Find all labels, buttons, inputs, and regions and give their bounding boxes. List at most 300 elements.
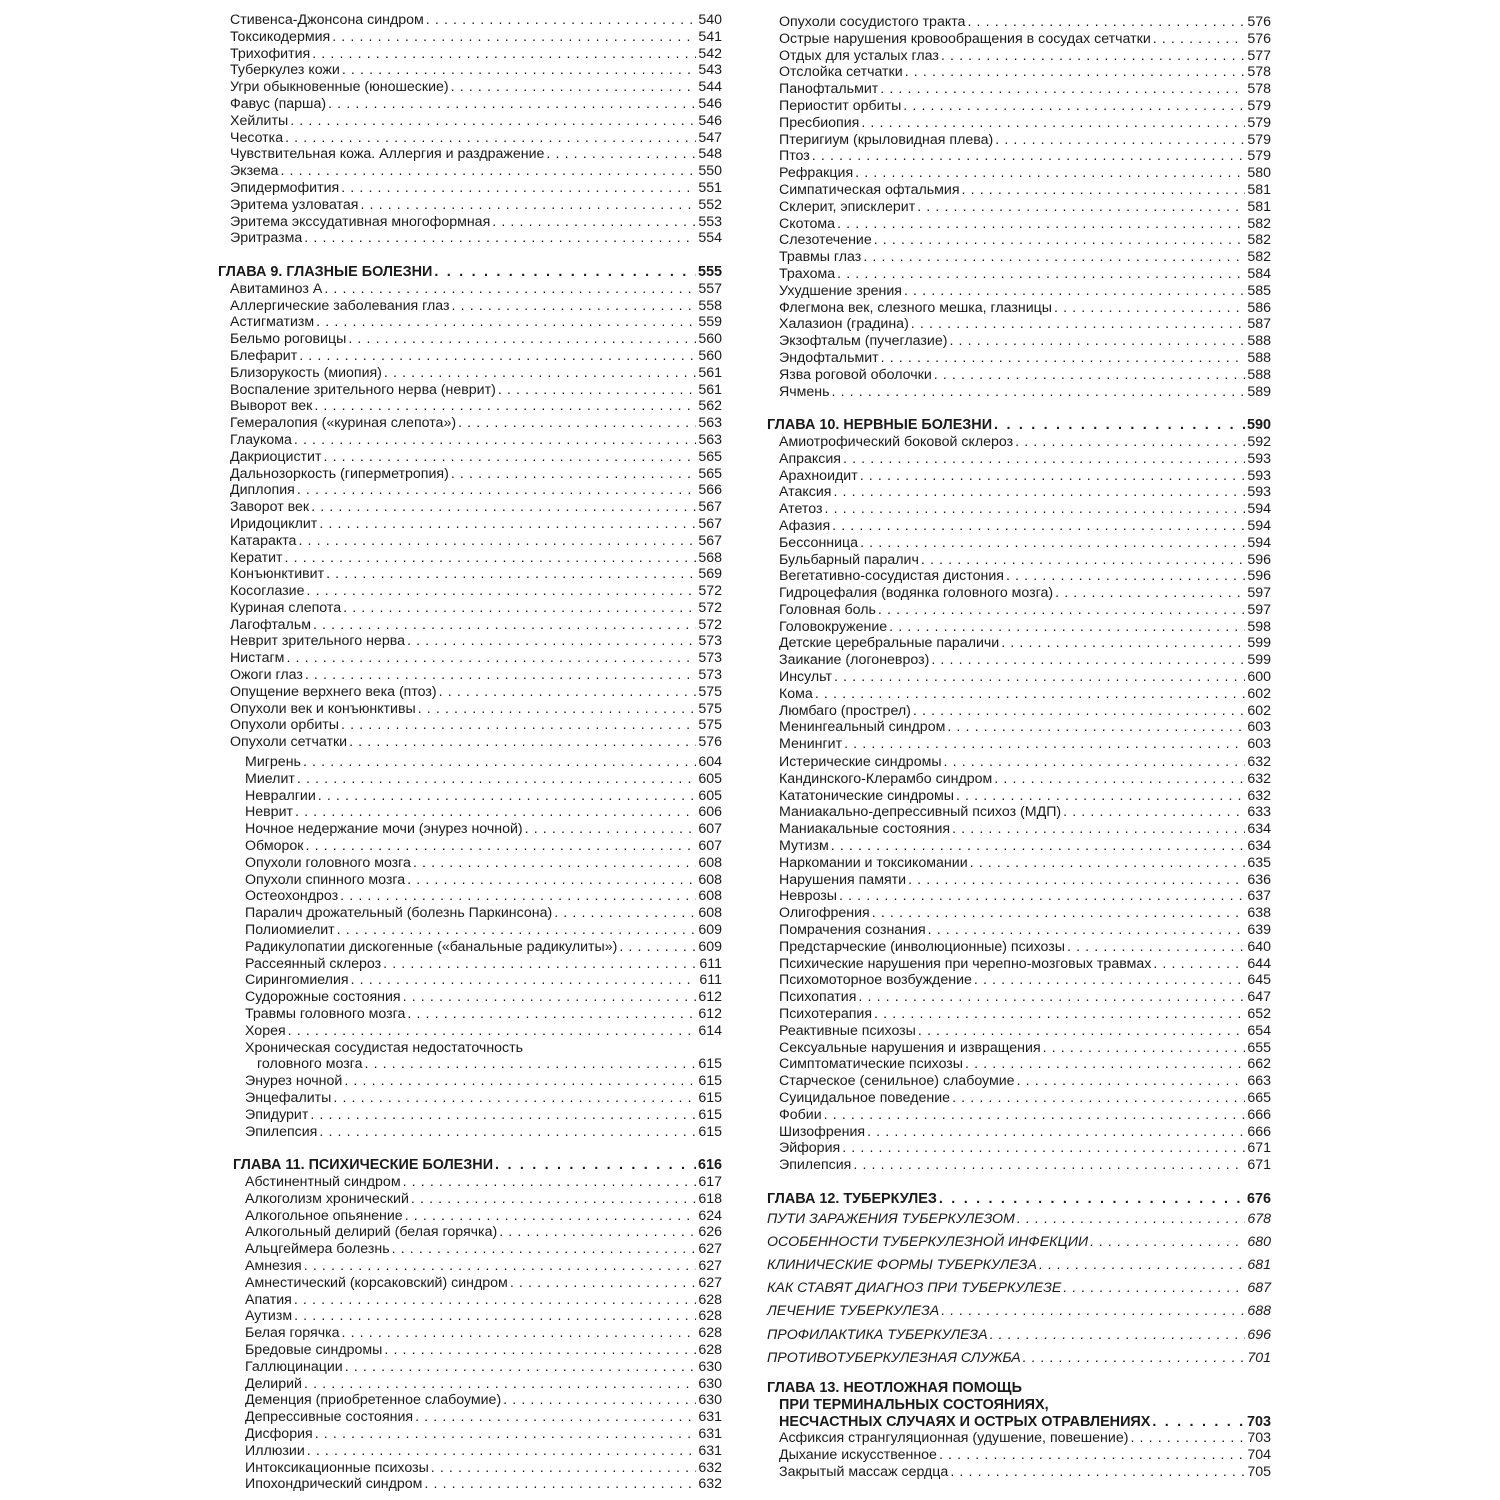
entry-title: Абстинентный синдром: [245, 1173, 401, 1190]
toc-entry: [218, 855, 722, 872]
toc-entry: [767, 199, 1271, 216]
dot-leader: [832, 518, 1245, 535]
dot-leader: [952, 821, 1245, 838]
dot-leader: [458, 415, 696, 432]
section-entry: [767, 1254, 1271, 1277]
toc-entry: [218, 754, 722, 771]
entry-title: Апраксия: [779, 450, 841, 467]
dot-leader: [345, 1359, 697, 1376]
dot-leader: [349, 734, 696, 751]
page-number: 589: [1247, 383, 1271, 400]
toc-entry: [218, 1023, 722, 1040]
page-number: 600: [1247, 669, 1271, 686]
page-number: 615: [698, 1123, 722, 1140]
entry-title: Птоз: [779, 148, 810, 165]
entry-title: Эпидермофития: [230, 179, 340, 196]
page-number: 634: [1247, 821, 1271, 838]
page-number: 603: [1247, 719, 1271, 736]
entry-title: Панофтальмит: [779, 81, 879, 98]
dot-leader: [341, 717, 696, 734]
toc-entry: [767, 585, 1271, 602]
page-number: 580: [1247, 165, 1271, 182]
entry-title: Делирий: [245, 1375, 302, 1392]
entry-title: Судорожные состояния: [245, 989, 401, 1006]
page-number: 582: [1247, 215, 1271, 232]
entry-title: Экзофтальм (пучеглазие): [779, 333, 948, 350]
page-number: 632: [1247, 787, 1271, 804]
toc-entry: [767, 821, 1271, 838]
dot-leader: [962, 182, 1246, 199]
dot-leader: [384, 365, 696, 382]
dot-leader: [874, 232, 1246, 249]
toc-entry: [767, 939, 1271, 956]
dot-leader: [294, 1308, 696, 1325]
entry-title: Опухоли век и конъюнктивы: [230, 700, 416, 717]
entry-title: Дакриоцистит: [230, 448, 322, 465]
dot-leader: [928, 922, 1246, 939]
entry-title: Ячмень: [779, 383, 830, 400]
page-number: 598: [1247, 618, 1271, 635]
dot-leader: [974, 972, 1245, 989]
toc-entry: [218, 734, 722, 751]
entry-title: Катаракта: [230, 532, 297, 549]
dot-leader: [855, 165, 1245, 182]
toc-entry: [218, 499, 722, 516]
entry-title: Склерит, эписклерит: [779, 198, 916, 215]
dot-leader: [348, 331, 696, 348]
entry-title: Выворот век: [230, 398, 313, 415]
dot-leader: [451, 79, 697, 96]
entry-title: Халазион (градина): [779, 316, 909, 333]
entry-title: Обморок: [245, 838, 304, 855]
eye-list-continued: [767, 14, 1271, 400]
dot-leader: [498, 382, 697, 399]
dot-leader: [831, 838, 1246, 855]
page-number: 566: [698, 482, 722, 499]
page-number: 542: [698, 45, 722, 62]
toc-entry: [767, 31, 1271, 48]
toc-entry: [218, 1342, 722, 1359]
toc-entry: [767, 1073, 1271, 1090]
page-number: 609: [698, 938, 722, 955]
dot-leader: [905, 64, 1246, 81]
page-number: 562: [698, 398, 722, 415]
toc-entry: [218, 1208, 722, 1225]
entry-title: Рефракция: [779, 165, 854, 182]
entry-title: Трихофития: [230, 45, 311, 62]
page-number: 592: [1247, 433, 1271, 450]
entry-title: Менингит: [779, 736, 843, 753]
page-number: 687: [1247, 1280, 1271, 1297]
page-number: 575: [698, 717, 722, 734]
entry-title: Алкоголизм хронический: [245, 1190, 409, 1207]
entry-title: Инсульт: [779, 669, 832, 686]
chapter-11-heading: ГЛАВА 11. ПСИХИЧЕСКИЕ БОЛЕЗНИ . . . 616: [218, 1157, 722, 1174]
entry-title: Паралич дрожательный (болезнь Паркинсона): [245, 905, 553, 922]
page-number: 597: [1247, 601, 1271, 618]
entry-title: Нарушения памяти: [779, 871, 907, 888]
entry-title: Белая горячка: [245, 1325, 340, 1342]
toc-entry: [218, 449, 722, 466]
page-number: 624: [698, 1207, 722, 1224]
entry-title: Бессонница: [779, 534, 859, 551]
page-number: 588: [1247, 349, 1271, 366]
entry-title: ЛЕЧЕНИЕ ТУБЕРКУЛЕЗА: [767, 1303, 940, 1320]
toc-entry: [218, 365, 722, 382]
page-number: 703: [1247, 1430, 1271, 1447]
toc-entry: [767, 1023, 1271, 1040]
dot-leader: [944, 754, 1246, 771]
toc-entry: [767, 1430, 1271, 1447]
entry-title: Психопатия: [779, 989, 857, 1006]
toc-entry: [218, 398, 722, 415]
entry-title: Гидроцефалия (водянка головного мозга): [779, 585, 1054, 602]
toc-entry: [767, 619, 1271, 636]
toc-entry: [218, 432, 722, 449]
entry-title: Травмы глаз: [779, 249, 862, 266]
toc-entry: [218, 650, 722, 667]
entry-title: Симптоматические психозы: [779, 1056, 964, 1073]
dot-leader: [872, 905, 1246, 922]
dot-leader: [403, 989, 697, 1006]
toc-entry: [767, 316, 1271, 333]
dot-leader: [305, 838, 696, 855]
toc-entry: [218, 1275, 722, 1292]
toc-entry: [767, 669, 1271, 686]
toc-entry: [218, 1006, 722, 1023]
entry-title: Ожоги глаз: [230, 667, 303, 684]
page-number: 573: [698, 667, 722, 684]
toc-entry: [218, 1376, 722, 1393]
toc-entry: [218, 922, 722, 939]
toc-entry: [218, 821, 722, 838]
entry-title: Ипохондрический синдром: [245, 1476, 423, 1493]
dot-leader: [950, 1464, 1245, 1481]
dot-leader: [878, 602, 1245, 619]
toc-entry: [767, 501, 1271, 518]
entry-title: Кататонические синдромы: [779, 787, 954, 804]
page-number: 666: [1247, 1123, 1271, 1140]
entry-title: Астигматизм: [230, 314, 315, 331]
entry-title: Неврит: [245, 804, 293, 821]
dot-leader: [931, 652, 1245, 669]
page-number: 565: [698, 448, 722, 465]
dot-leader: [340, 888, 696, 905]
page-number: 645: [1247, 972, 1271, 989]
dot-leader: [452, 298, 697, 315]
dot-leader: [492, 214, 696, 231]
dot-leader: [280, 163, 696, 180]
toc-entry: [218, 1476, 722, 1493]
page-number: 584: [1247, 265, 1271, 282]
page-number: 704: [1247, 1447, 1271, 1464]
entry-title: ОСОБЕННОСТИ ТУБЕРКУЛЕЗНОЙ ИНФЕКЦИИ: [767, 1233, 1089, 1250]
page-number: 666: [1247, 1106, 1271, 1123]
entry-title: Периостит орбиты: [779, 97, 902, 114]
toc-entry: [218, 989, 722, 1006]
section-entry: [767, 1208, 1271, 1231]
page-number: 608: [698, 905, 722, 922]
toc-entry: [767, 81, 1271, 98]
section-entry: [767, 1277, 1271, 1300]
entry-title: Хорея: [245, 1022, 286, 1039]
toc-entry: [767, 719, 1271, 736]
page-number: 632: [698, 1476, 722, 1493]
dot-leader: [1130, 1430, 1245, 1447]
entry-title: Аутизм: [245, 1308, 293, 1325]
toc-entry: [218, 1460, 722, 1477]
page-number: 671: [1247, 1157, 1271, 1174]
toc-entry: [218, 180, 722, 197]
entry-title: Предстарческие (инволюционные) психозы: [779, 938, 1065, 955]
page-number: 681: [1247, 1256, 1271, 1273]
page-number: 680: [1247, 1233, 1271, 1250]
dot-leader: [833, 484, 1245, 501]
page-number: 573: [698, 633, 722, 650]
entry-title: КАК СТАВЯТ ДИАГНОЗ ПРИ ТУБЕРКУЛЕЗЕ: [767, 1280, 1062, 1297]
toc-entry: [767, 1140, 1271, 1157]
page-number: 597: [1247, 585, 1271, 602]
page-number: 615: [698, 1090, 722, 1106]
dot-leader: [860, 535, 1245, 552]
dot-leader: [319, 516, 696, 533]
toc-entry: [218, 788, 722, 805]
dot-leader: [837, 266, 1245, 283]
dot-leader: [413, 855, 696, 872]
toc-entry: [218, 29, 722, 46]
page-number: 560: [698, 331, 722, 348]
toc-entry: [767, 703, 1271, 720]
toc-entry: [767, 64, 1271, 81]
entry-title: Язва роговой оболочки: [779, 366, 932, 383]
dot-leader: [383, 956, 697, 973]
dot-leader: [403, 1174, 697, 1191]
toc-entry: [218, 214, 722, 231]
dot-leader: [908, 872, 1245, 889]
entry-title: Фобии: [779, 1106, 822, 1123]
entry-title: Эритема экссудативная многоформная: [230, 213, 491, 230]
page-number: 632: [698, 1459, 722, 1476]
entry-title: Помрачения сознания: [779, 922, 926, 939]
toc-entry: [767, 989, 1271, 1006]
dot-leader: [431, 1460, 697, 1477]
dot-leader: [314, 398, 696, 415]
dot-leader: [990, 1324, 1246, 1347]
page-number: 543: [698, 62, 722, 79]
page-number: 631: [698, 1442, 722, 1459]
toc-entry: [218, 1359, 722, 1376]
page-number: 607: [698, 838, 722, 855]
entry-title: ПРОТИВОТУБЕРКУЛЕЗНАЯ СЛУЖБА: [767, 1349, 1021, 1366]
toc-entry: [218, 717, 722, 734]
dot-leader: [858, 989, 1245, 1006]
psych-list: [218, 1174, 722, 1493]
entry-title: Острые нарушения кровообращения в сосудах сетчатки: [779, 30, 1151, 47]
dot-leader: [1063, 1277, 1245, 1300]
toc-entry: [218, 600, 722, 617]
page-number: 627: [698, 1274, 722, 1291]
page-number: 547: [698, 129, 722, 146]
page-number: 654: [1247, 1022, 1271, 1039]
page-number: 652: [1247, 1006, 1271, 1023]
toc-entry: [218, 771, 722, 788]
page-number: 593: [1247, 484, 1271, 501]
page-number: 605: [698, 787, 722, 804]
toc-entry: [767, 115, 1271, 132]
toc-entry: [767, 888, 1271, 905]
page-number: 611: [699, 972, 722, 989]
entry-title: Отслойка сетчатки: [779, 64, 903, 81]
entry-title: Апатия: [245, 1291, 292, 1308]
entry-title: Энцефалиты: [245, 1090, 332, 1106]
toc-entry: [767, 855, 1271, 872]
entry-title: Близорукость (миопия): [230, 364, 382, 381]
page-number: 579: [1247, 131, 1271, 148]
entry-title: Старческое (сенильное) слабоумие: [779, 1073, 1015, 1090]
page-number: 572: [698, 599, 722, 616]
dot-leader: [619, 939, 696, 956]
page-number: 602: [1247, 702, 1271, 719]
entry-title: Бредовые синдромы: [245, 1341, 383, 1358]
chapter-9-heading: ГЛАВА 9. ГЛАЗНЫЕ БОЛЕЗНИ . . . 555: [218, 264, 722, 281]
page-number: 558: [698, 297, 722, 314]
page-number: 565: [698, 465, 722, 482]
toc-entry: [218, 1325, 722, 1342]
dot-leader: [343, 600, 696, 617]
page-number: 568: [698, 549, 722, 566]
entry-title: Бульбарный паралич: [779, 551, 919, 568]
page-number: 696: [1247, 1326, 1271, 1343]
toc-entry: [218, 382, 722, 399]
page-number: 561: [698, 381, 722, 398]
page-number: 608: [698, 888, 722, 905]
toc-entry: [218, 701, 722, 718]
page-number: 582: [1247, 249, 1271, 266]
dot-leader: [1039, 1254, 1245, 1277]
toc-entry: [218, 96, 722, 113]
entry-title: Неврит зрительного нерва: [230, 633, 405, 650]
dot-leader: [360, 197, 696, 214]
dot-leader: [842, 1140, 1245, 1157]
entry-title: Алкогольный делирий (белая горячка): [245, 1224, 498, 1241]
dot-leader: [341, 180, 696, 197]
page-number: 627: [698, 1257, 722, 1274]
entry-title: Маниакально-депрессивный психоз (МДП): [779, 804, 1062, 821]
toc-entry: [767, 956, 1271, 973]
dot-leader: [319, 1124, 696, 1141]
entry-title: Хейлиты: [230, 112, 289, 129]
page-number: 628: [698, 1325, 722, 1342]
toc-entry: [767, 635, 1271, 652]
entry-title: Шизофрения: [779, 1123, 866, 1140]
neuro-list: [767, 434, 1271, 753]
dot-leader: [1043, 1040, 1246, 1057]
right-column: [767, 14, 1271, 1481]
dot-leader: [554, 905, 696, 922]
dot-leader: [941, 1300, 1245, 1323]
page-number: 587: [1247, 316, 1271, 333]
toc-entry: [767, 1447, 1271, 1464]
toc-entry: [767, 1056, 1271, 1073]
page-number: 553: [698, 213, 722, 230]
toc-entry: [767, 602, 1271, 619]
dot-leader: [307, 583, 697, 600]
list-item: Хроническая сосудистая недостаточность головного мозга . . . 615: [218, 1040, 722, 1074]
dot-leader: [316, 314, 696, 331]
page-number: 572: [698, 583, 722, 600]
page-number: 567: [698, 532, 722, 549]
dot-leader: [867, 1124, 1245, 1141]
dot-leader: [917, 199, 1245, 216]
page-number: 579: [1247, 114, 1271, 131]
entry-title: Депрессивные состояния: [245, 1409, 414, 1426]
toc-entry: [218, 956, 722, 973]
dot-leader: [298, 533, 696, 550]
dot-leader: [328, 96, 696, 113]
toc-entry: [767, 283, 1271, 300]
page-number: 635: [1247, 854, 1271, 871]
page-number: 632: [1247, 770, 1271, 787]
toc-entry: [767, 1124, 1271, 1141]
toc-entry: [218, 197, 722, 214]
entry-title: Травмы головного мозга: [245, 1006, 406, 1023]
dot-leader: [1006, 568, 1245, 585]
page-number: 705: [1247, 1463, 1271, 1480]
entry-title: Афазия: [779, 517, 831, 534]
dot-leader: [965, 1056, 1245, 1073]
dot-leader: [297, 771, 696, 788]
dot-leader: [824, 1107, 1246, 1124]
dot-leader: [384, 1342, 696, 1359]
entry-title: Амиотрофический боковой склероз: [779, 433, 1014, 450]
dot-leader: [956, 788, 1245, 805]
dot-leader: [290, 113, 696, 130]
toc-entry: [767, 148, 1271, 165]
entry-title: ПУТИ ЗАРАЖЕНИЯ ТУБЕРКУЛЕЗОМ: [767, 1210, 1015, 1227]
entry-title: Неврозы: [779, 888, 837, 905]
dot-leader: [342, 62, 696, 79]
toc-entry: [218, 163, 722, 180]
page-number: 596: [1247, 551, 1271, 568]
page-number: 614: [698, 1022, 722, 1039]
entry-title: Нистагм: [230, 650, 285, 667]
toc-entry: [218, 1443, 722, 1460]
page-number: 640: [1247, 938, 1271, 955]
dot-leader: [824, 501, 1245, 518]
dot-leader: [299, 348, 696, 365]
dot-leader: [510, 1275, 697, 1292]
page-number: 611: [699, 955, 722, 972]
toc-entry: [767, 804, 1271, 821]
toc-entry: [767, 518, 1271, 535]
toc-entry: [767, 1157, 1271, 1174]
entry-title: Токсикодермия: [230, 28, 331, 45]
section-entry: [767, 1324, 1271, 1347]
page-number: 548: [698, 146, 722, 163]
toc-entry: [767, 484, 1271, 501]
entry-title: Эритразма: [230, 230, 303, 247]
toc-entry: [767, 350, 1271, 367]
entry-title: Амнестический (корсаковский) синдром: [245, 1274, 508, 1291]
toc-entry: [767, 872, 1271, 889]
toc-entry: [218, 1241, 722, 1258]
dot-leader: [1017, 1073, 1246, 1090]
toc-entry: [767, 838, 1271, 855]
dot-leader: [332, 29, 696, 46]
eye-list: [218, 281, 722, 751]
entry-title: Сирингомиелия: [245, 972, 349, 989]
dot-leader: [913, 703, 1245, 720]
